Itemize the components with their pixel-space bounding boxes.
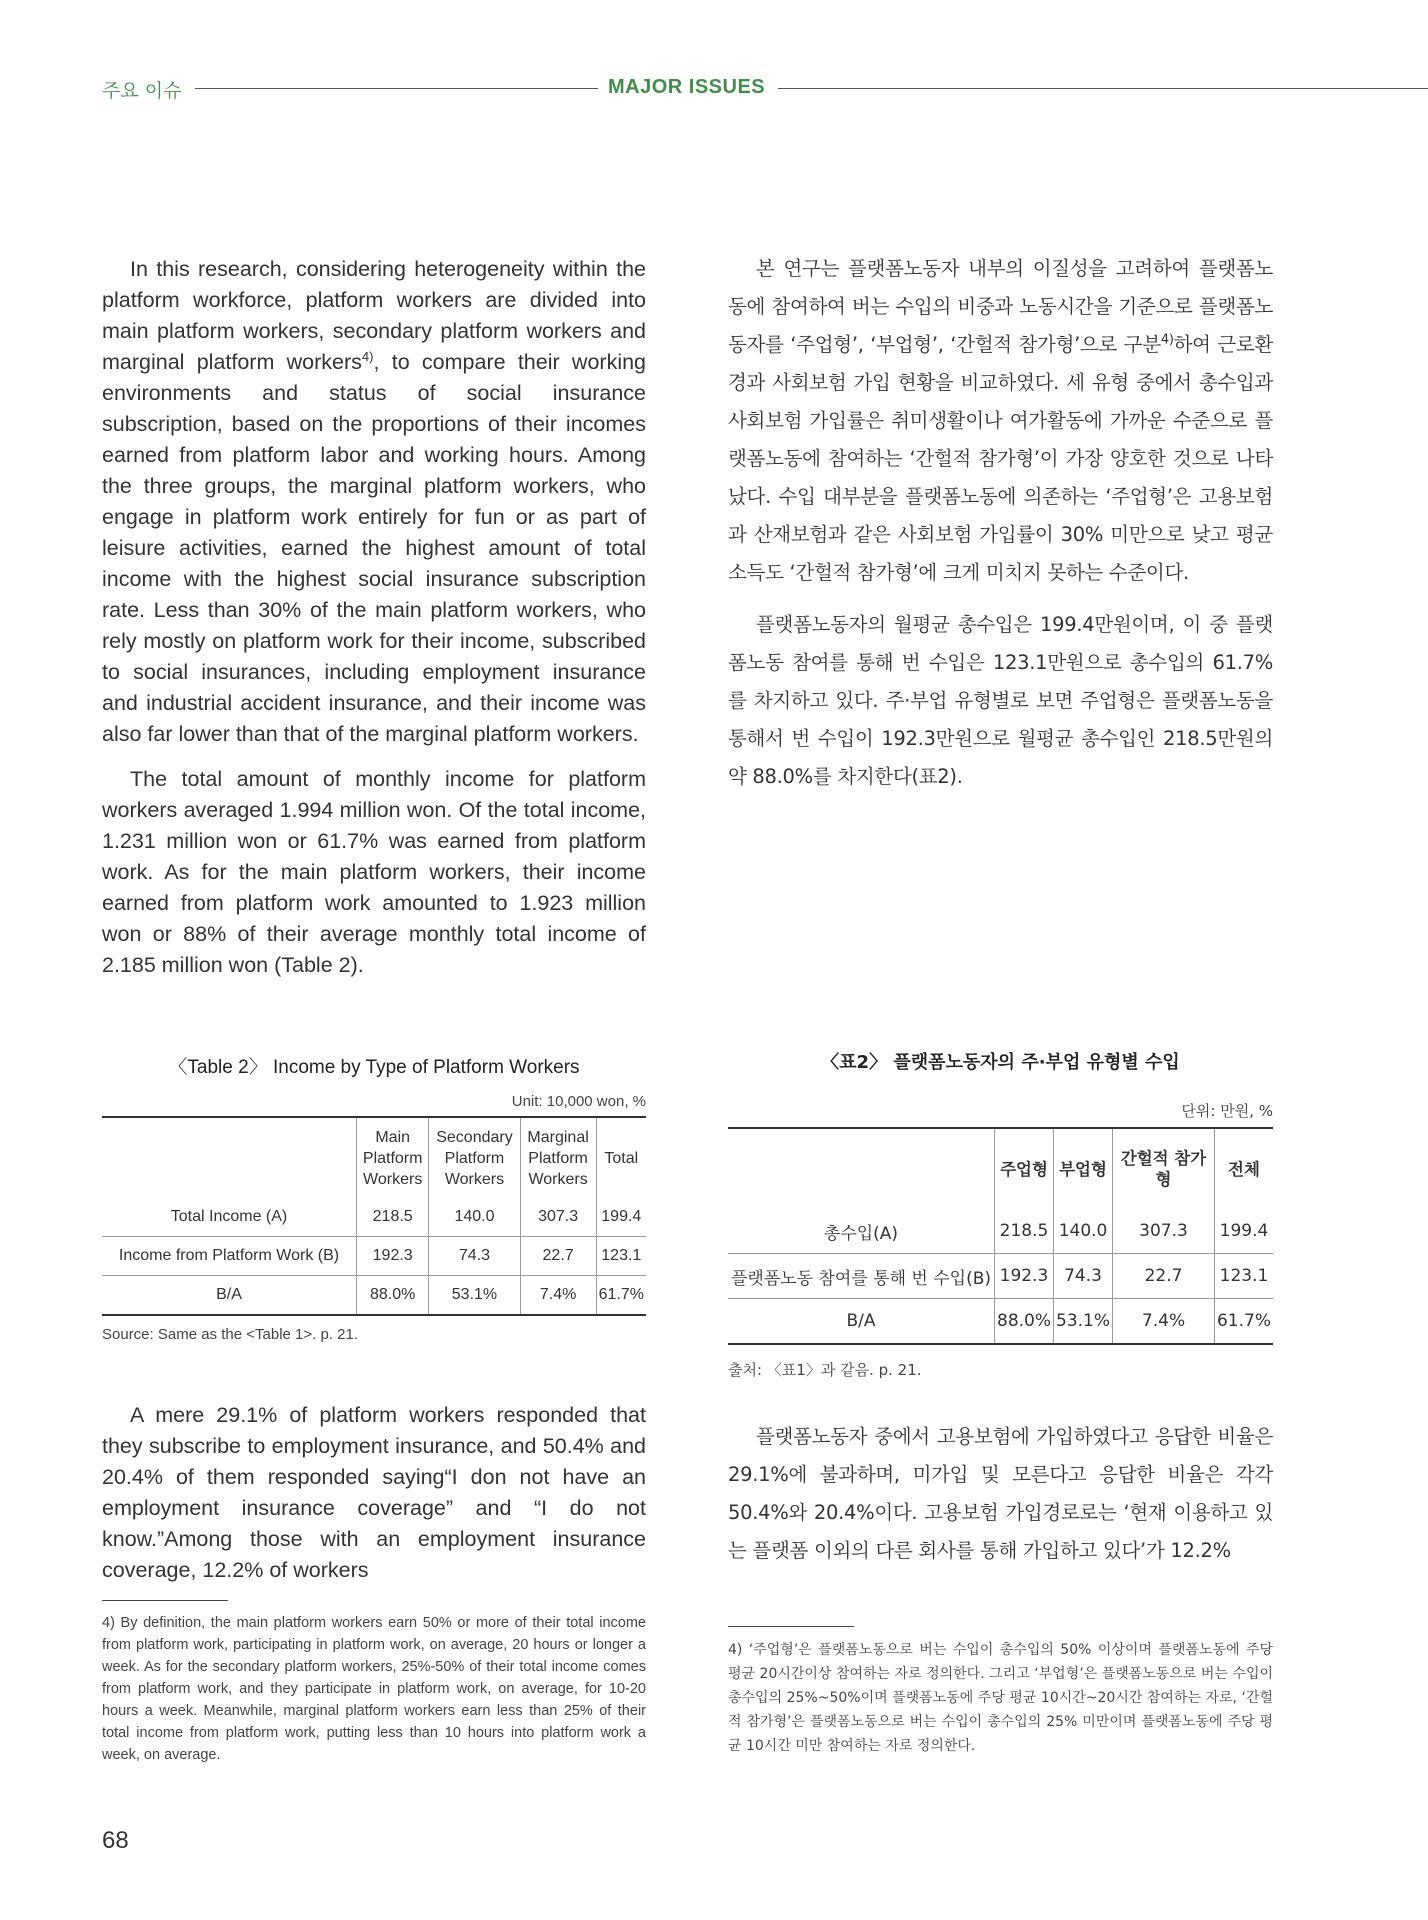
col-header-total: Total xyxy=(596,1117,646,1198)
english-income-table xyxy=(102,1116,646,1316)
english-table-caption: 〈Table 2〉 Income by Type of Platform Workers xyxy=(168,1057,580,1078)
col-header-marginal: 간헐적 참가형 xyxy=(1113,1128,1215,1209)
table-cell: 199.4 xyxy=(596,1198,646,1237)
table-cell: 61.7% xyxy=(596,1276,646,1316)
english-footnote-rule xyxy=(102,1600,228,1601)
row-label: Total Income (A) xyxy=(102,1198,357,1237)
table-cell: 7.4% xyxy=(1113,1299,1215,1345)
table-cell: 88.0% xyxy=(995,1299,1054,1345)
table-cell: 53.1% xyxy=(429,1276,520,1316)
korean-footnote-rule xyxy=(728,1626,854,1627)
english-paragraph-3: A mere 29.1% of platform workers responded that they subscribe to employment insurance, and 50.4% and 20.4% of them responded saying“I don not have an employment insurance coverage” and “I do not know.”Among those with an employment insurance coverage, 12.2% of workers xyxy=(102,1403,646,1582)
table-corner xyxy=(102,1117,357,1198)
english-body xyxy=(102,254,646,995)
row-label: B/A xyxy=(102,1276,357,1316)
english-body-lower xyxy=(102,1400,646,1600)
table-cell: 74.3 xyxy=(1054,1254,1113,1299)
korean-table-block xyxy=(728,1048,1273,1380)
korean-table-caption: 〈표2〉 플랫폼노동자의 주·부업 유형별 수입 xyxy=(821,1052,1180,1073)
col-header-secondary: 부업형 xyxy=(1054,1128,1113,1209)
korean-table-source: 출처: 〈표1〉과 같음. p. 21. xyxy=(728,1361,922,1379)
korean-body xyxy=(728,250,1273,810)
table-cell: 22.7 xyxy=(1113,1254,1215,1299)
korean-paragraph-1: 본 연구는 플랫폼노동자 내부의 이질성을 고려하여 플랫폼노동에 참여하여 버는 수입의 비중과 노동시간을 기준으로 플랫폼노동자를 ‘주업형’, ‘부업형’, ‘간헐적 참가형’으로 구분$^{4)}$하여 근로환경과 사회보험 가입 현황을 비교하였다. 세 유형 중에서 총수입과 사회보험 가입률은 취미생활이나 여가활동에 가까운 수준으로 플랫폼노동에 참여하는 ‘간헐적 참가형’이 가장 양호한 것으로 나타났다. 수입 대부분을 플랫폼노동에 의존하는 ‘주업형’은 고용보험과 산재보험과 같은 사회보험 가입률이 30% 미만으로 낮고 평균 소득도 ‘간헐적 참가형’에 크게 미치지 못하는 수준이다. xyxy=(728,257,1273,584)
table-cell: 88.0% xyxy=(357,1276,429,1316)
table-cell: 218.5 xyxy=(357,1198,429,1237)
english-table-block xyxy=(102,1052,646,1343)
footnote-marker-ko: 4) xyxy=(1160,332,1174,348)
table-row xyxy=(728,1209,1273,1254)
header-rule-left xyxy=(195,88,598,89)
korean-body-lower xyxy=(728,1418,1273,1584)
table-cell: 192.3 xyxy=(995,1254,1054,1299)
row-label: 총수입(A) xyxy=(728,1209,995,1254)
table-cell: 307.3 xyxy=(1113,1209,1215,1254)
col-header-main: Main Platform Workers xyxy=(357,1117,429,1198)
table-cell: 307.3 xyxy=(520,1198,596,1237)
table-cell: 22.7 xyxy=(520,1237,596,1276)
table-cell: 199.4 xyxy=(1214,1209,1273,1254)
col-header-marginal: Marginal Platform Workers xyxy=(520,1117,596,1198)
table-cell: 53.1% xyxy=(1054,1299,1113,1345)
row-label: 플랫폼노동 참여를 통해 번 수입(B) xyxy=(728,1254,995,1299)
table-row xyxy=(102,1276,646,1316)
korean-table-unit: 단위: 만원, % xyxy=(1181,1102,1273,1120)
table-cell: 74.3 xyxy=(429,1237,520,1276)
table-cell: 140.0 xyxy=(1054,1209,1113,1254)
korean-paragraph-3: 플랫폼노동자 중에서 고용보험에 가입하였다고 응답한 비율은 29.1%에 불과하며, 미가입 및 모른다고 응답한 비율은 각각 50.4%와 20.4%이다. 고용보험 가입경로로는 ‘현재 이용하고 있는 플랫폼 이외의 다른 회사를 통해 가입하고 있다’가 12.2% xyxy=(728,1425,1273,1562)
korean-footnote: 4) ‘주업형’은 플랫폼노동으로 버는 수입이 총수입의 50% 이상이며 플랫폼노동에 주당 평균 20시간이상 참여하는 자로 정의한다. 그리고 ‘부업형’은 플랫폼노동으로 버는 수입이 총수입의 25%~50%이며 플랫폼노동에 주당 평균 10시간~20시간 참여하는 자로, ‘간헐적 참가형’은 플랫폼노동으로 버는 수입이 총수입의 25% 미만이며 플랫폼노동에 주당 평균 10시간 미만 참여하는 자로 정의한다. xyxy=(728,1642,1273,1754)
row-label: Income from Platform Work (B) xyxy=(102,1237,357,1276)
table-cell: 123.1 xyxy=(596,1237,646,1276)
table-row xyxy=(102,1198,646,1237)
table-cell: 7.4% xyxy=(520,1276,596,1316)
table-row xyxy=(728,1254,1273,1299)
col-header-secondary: Secondary Platform Workers xyxy=(429,1117,520,1198)
col-header-total: 전체 xyxy=(1214,1128,1273,1209)
korean-income-table xyxy=(728,1127,1273,1345)
table-cell: 61.7% xyxy=(1214,1299,1273,1345)
section-label-ko: 주요 이슈 xyxy=(102,80,182,102)
table-row xyxy=(102,1237,646,1276)
english-table-unit: Unit: 10,000 won, % xyxy=(511,1093,646,1110)
col-header-main: 주업형 xyxy=(995,1128,1054,1209)
korean-paragraph-2: 플랫폼노동자의 월평균 총수입은 199.4만원이며, 이 중 플랫폼노동 참여를 통해 번 수입은 123.1만원으로 총수입의 61.7%를 차지하고 있다. 주·부업 유형별로 보면 주업형은 플랫폼노동을 통해서 번 수입이 192.3만원으로 월평균 총수입인 218.5만원의 약 88.0%를 차지한다(표2). xyxy=(728,613,1273,788)
english-table-source: Source: Same as the <Table 1>. p. 21. xyxy=(102,1326,358,1343)
row-label: B/A xyxy=(728,1299,995,1345)
table-cell: 218.5 xyxy=(995,1209,1054,1254)
table-corner xyxy=(728,1128,995,1209)
section-label-en: MAJOR ISSUES xyxy=(608,76,766,98)
table-cell: 123.1 xyxy=(1214,1254,1273,1299)
english-paragraph-2: The total amount of monthly income for platform workers averaged 1.994 million won. Of the total income, 1.231 million won or 61.7% was earned from platform work. As for the main platform workers, their income earned from platform work amounted to 1.923 million won or 88% of their average monthly total income of 2.185 million won (Table 2). xyxy=(102,767,646,977)
table-cell: 192.3 xyxy=(357,1237,429,1276)
page-header xyxy=(0,76,1428,100)
english-footnote: 4) By definition, the main platform workers earn 50% or more of their total income from platform work, participating in platform work, on average, 20 hours or longer a week. As for the secondary platform workers, 25%-50% of their total income comes from platform work, and they participate in platform work, on average, for 10-20 hours a week. Meanwhile, marginal platform workers earn less than 25% of their total income from platform work, putting less than 10 hours into platform work a week, on average. xyxy=(102,1615,646,1763)
table-cell: 140.0 xyxy=(429,1198,520,1237)
page-number: 68 xyxy=(102,1827,129,1854)
table-row xyxy=(728,1299,1273,1345)
header-rule-right xyxy=(778,88,1428,89)
footnote-marker: 4) xyxy=(361,348,374,364)
english-paragraph-1: In this research, considering heterogeneity within the platform workforce, platform workers are divided into main platform workers, secondary platform workers and marginal platform workers$^{4)}$, to compare their working environments and status of social insurance subscription, based on the proportions of their incomes earned from platform labor and working hours. Among the three groups, the marginal platform workers, who engage in platform work entirely for fun or as part of leisure activities, earned the highest amount of total income with the highest social insurance subscription rate. Less than 30% of the main platform workers, who rely mostly on platform work for their income, subscribed to social insurances, including employment insurance and industrial accident insurance, and their income was also far lower than that of the marginal platform workers. xyxy=(102,257,647,746)
